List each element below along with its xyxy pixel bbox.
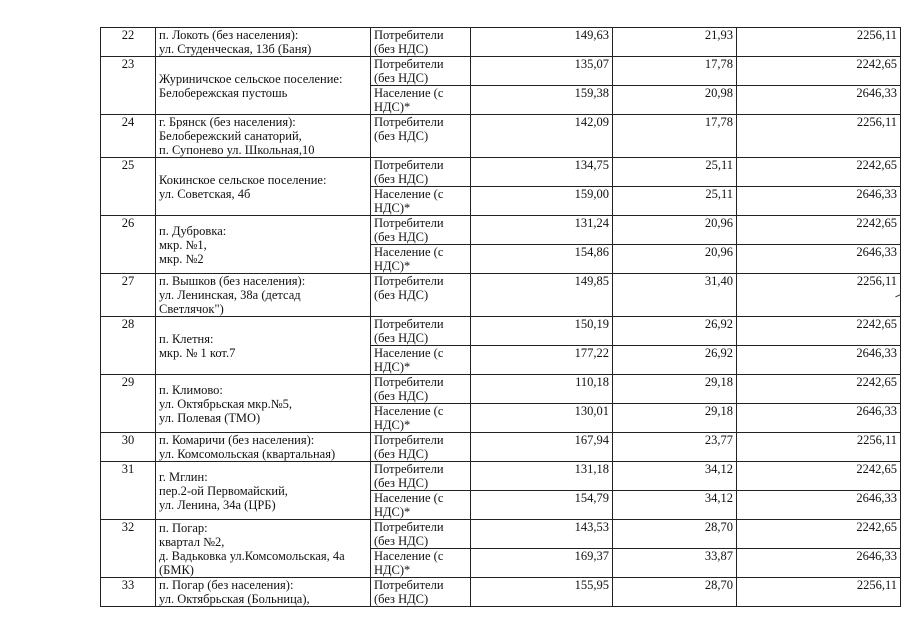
location-cell: Журиничское сельское поселение: Белобережская пустошь: [156, 57, 371, 115]
table-row: [101, 57, 901, 86]
tariff-value-2: 31,40: [613, 274, 737, 317]
consumer-cell: Потребители (без НДС): [371, 216, 471, 245]
table-row: [101, 578, 901, 607]
location-cell: п. Комаричи (без населения): ул. Комсомольская (квартальная): [156, 433, 371, 462]
tariff-value-2: 25,11: [613, 158, 737, 187]
row-number: 25: [101, 158, 156, 216]
tariff-value-1: 177,22: [471, 346, 613, 375]
location-cell: п. Локоть (без населения): ул. Студенческая, 13б (Баня): [156, 28, 371, 57]
tariff-value-2: 17,78: [613, 57, 737, 86]
tariff-value-3: 2242,65: [737, 520, 901, 549]
location-cell: г. Мглин: пер.2-ой Первомайский, ул. Ленина, 34а (ЦРБ): [156, 462, 371, 520]
location-cell: п. Дубровка: мкр. №1, мкр. №2: [156, 216, 371, 274]
tariff-value-3: 2256,11: [737, 274, 901, 317]
tariff-value-1: 154,79: [471, 491, 613, 520]
tariff-value-3: 2242,65: [737, 462, 901, 491]
tariff-value-2: 34,12: [613, 491, 737, 520]
tariff-value-2: 21,93: [613, 28, 737, 57]
tariff-value-1: 110,18: [471, 375, 613, 404]
row-number: 26: [101, 216, 156, 274]
tariff-value-3: 2242,65: [737, 216, 901, 245]
tariff-table: [100, 27, 901, 607]
tariff-value-3: 2646,33: [737, 86, 901, 115]
table-row: [101, 28, 901, 57]
consumer-cell: Население (с НДС)*: [371, 549, 471, 578]
row-number: 27: [101, 274, 156, 317]
tariff-value-1: 154,86: [471, 245, 613, 274]
document-page: [100, 27, 901, 607]
table-row: [101, 433, 901, 462]
tariff-value-2: 17,78: [613, 115, 737, 158]
tariff-value-1: 131,18: [471, 462, 613, 491]
scan-mark: [895, 294, 903, 301]
consumer-cell: Население (с НДС)*: [371, 491, 471, 520]
tariff-value-3: 2256,11: [737, 115, 901, 158]
table-row: [101, 216, 901, 245]
tariff-value-1: 143,53: [471, 520, 613, 549]
tariff-value-3: 2256,11: [737, 28, 901, 57]
location-cell: п. Погар: квартал №2, д. Вадьковка ул.Комсомольская, 4а (БМК): [156, 520, 371, 578]
location-cell: п. Вышков (без населения): ул. Ленинская, 38а (детсад Светлячок"): [156, 274, 371, 317]
consumer-cell: Потребители (без НДС): [371, 462, 471, 491]
tariff-value-3: 2646,33: [737, 245, 901, 274]
row-number: 33: [101, 578, 156, 607]
row-number: 24: [101, 115, 156, 158]
tariff-table-body: [101, 28, 901, 607]
tariff-value-3: 2646,33: [737, 404, 901, 433]
table-row: [101, 462, 901, 491]
tariff-value-3: 2646,33: [737, 346, 901, 375]
tariff-value-2: 29,18: [613, 404, 737, 433]
tariff-value-1: 155,95: [471, 578, 613, 607]
location-cell: п. Клетня: мкр. № 1 кот.7: [156, 317, 371, 375]
tariff-value-3: 2646,33: [737, 491, 901, 520]
consumer-cell: Потребители (без НДС): [371, 274, 471, 317]
consumer-cell: Потребители (без НДС): [371, 520, 471, 549]
tariff-value-1: 149,85: [471, 274, 613, 317]
tariff-value-2: 23,77: [613, 433, 737, 462]
tariff-value-3: 2646,33: [737, 187, 901, 216]
tariff-value-3: 2242,65: [737, 317, 901, 346]
consumer-cell: Население (с НДС)*: [371, 187, 471, 216]
consumer-cell: Население (с НДС)*: [371, 404, 471, 433]
consumer-cell: Потребители (без НДС): [371, 375, 471, 404]
tariff-value-2: 25,11: [613, 187, 737, 216]
tariff-value-1: 142,09: [471, 115, 613, 158]
tariff-value-2: 29,18: [613, 375, 737, 404]
location-cell: п. Погар (без населения): ул. Октябрьская (Больница),: [156, 578, 371, 607]
tariff-value-1: 159,00: [471, 187, 613, 216]
tariff-value-3: 2242,65: [737, 158, 901, 187]
tariff-value-3: 2256,11: [737, 433, 901, 462]
tariff-value-1: 159,38: [471, 86, 613, 115]
tariff-value-3: 2646,33: [737, 549, 901, 578]
consumer-cell: Потребители (без НДС): [371, 57, 471, 86]
consumer-cell: Потребители (без НДС): [371, 317, 471, 346]
tariff-value-2: 28,70: [613, 578, 737, 607]
tariff-value-2: 20,96: [613, 216, 737, 245]
tariff-value-2: 28,70: [613, 520, 737, 549]
table-row: [101, 274, 901, 317]
consumer-cell: Население (с НДС)*: [371, 346, 471, 375]
consumer-cell: Потребители (без НДС): [371, 578, 471, 607]
consumer-cell: Потребители (без НДС): [371, 433, 471, 462]
tariff-value-3: 2242,65: [737, 57, 901, 86]
consumer-cell: Потребители (без НДС): [371, 158, 471, 187]
tariff-value-3: 2256,11: [737, 578, 901, 607]
row-number: 28: [101, 317, 156, 375]
row-number: 32: [101, 520, 156, 578]
row-number: 23: [101, 57, 156, 115]
location-cell: Кокинское сельское поселение: ул. Советская, 4б: [156, 158, 371, 216]
tariff-value-1: 169,37: [471, 549, 613, 578]
tariff-value-2: 34,12: [613, 462, 737, 491]
tariff-value-2: 33,87: [613, 549, 737, 578]
row-number: 29: [101, 375, 156, 433]
tariff-value-1: 130,01: [471, 404, 613, 433]
consumer-cell: Население (с НДС)*: [371, 86, 471, 115]
tariff-value-1: 149,63: [471, 28, 613, 57]
tariff-value-2: 26,92: [613, 346, 737, 375]
tariff-value-2: 20,98: [613, 86, 737, 115]
table-row: [101, 520, 901, 549]
tariff-value-1: 167,94: [471, 433, 613, 462]
row-number: 22: [101, 28, 156, 57]
tariff-value-2: 20,96: [613, 245, 737, 274]
row-number: 31: [101, 462, 156, 520]
consumer-cell: Население (с НДС)*: [371, 245, 471, 274]
location-cell: г. Брянск (без населения): Белобережский санаторий, п. Супонево ул. Школьная,10: [156, 115, 371, 158]
location-cell: п. Климово: ул. Октябрьская мкр.№5, ул. Полевая (ТМО): [156, 375, 371, 433]
row-number: 30: [101, 433, 156, 462]
tariff-value-2: 26,92: [613, 317, 737, 346]
consumer-cell: Потребители (без НДС): [371, 28, 471, 57]
tariff-value-3: 2242,65: [737, 375, 901, 404]
table-row: [101, 158, 901, 187]
table-row: [101, 317, 901, 346]
tariff-value-1: 134,75: [471, 158, 613, 187]
tariff-value-1: 135,07: [471, 57, 613, 86]
table-row: [101, 115, 901, 158]
tariff-value-1: 131,24: [471, 216, 613, 245]
tariff-value-1: 150,19: [471, 317, 613, 346]
consumer-cell: Потребители (без НДС): [371, 115, 471, 158]
table-row: [101, 375, 901, 404]
